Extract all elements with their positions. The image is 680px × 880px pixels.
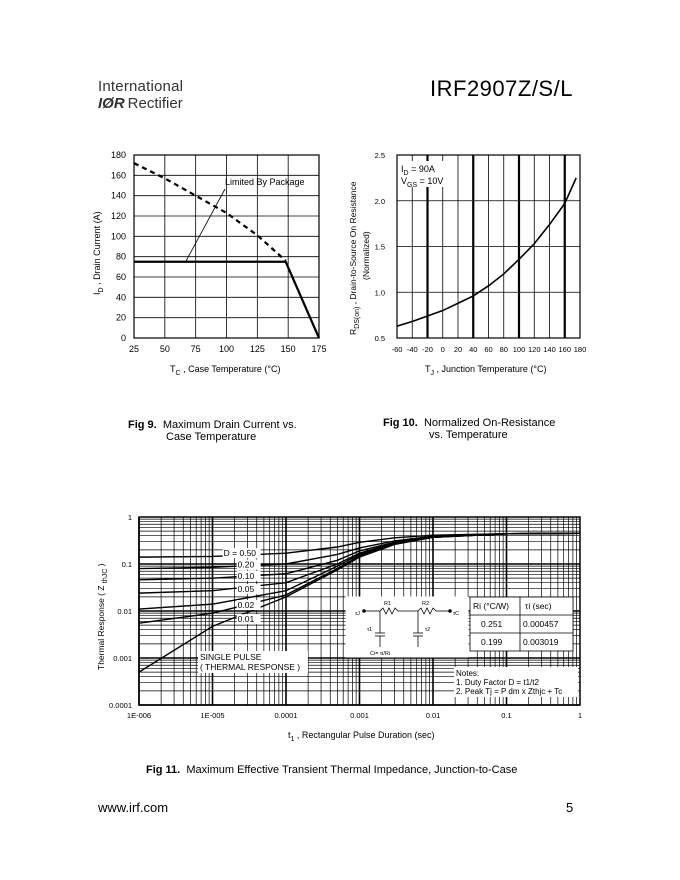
fig11-curve-label: 0.02 [237,600,255,611]
fig11-x-tick-label: 1 [577,711,583,720]
rc-table-header-tau: τi (sec) [525,601,552,611]
logo-rectifier-text: Rectifier [127,95,183,112]
fig9-y-tick-label: 60 [115,272,126,282]
fig11-notes [454,667,578,697]
fig11-y-tick-label: 0.0001 [109,701,132,710]
fig9-y-tick-label: 100 [110,231,126,242]
fig10-y-axis-label-line2: (Normalized) [361,231,371,280]
company-logo-line2 [98,95,183,112]
ior-logo-mark: IØR [98,95,125,112]
fig11-x-tick-label: 1E-006 [126,711,152,720]
fig9-y-axis-label: $I_D$ , Drain Current (A) [92,211,105,295]
fig9-x-tick-label: 25 [128,344,140,354]
fig11-x-tick-label: 1E-005 [200,711,225,720]
notes-title: Notes: [456,669,480,678]
fig10-x-tick-label: -60 [391,345,403,354]
circuit-t2-label: τ2 [425,627,431,633]
fig11-curve-label: 0.01 [237,614,255,625]
notes-line2: 2. Peak Tj = P dm x Zthjc + Tc [456,687,563,696]
fig9-x-tick-label: 100 [218,344,235,354]
fig10-x-tick-label: 160 [558,345,572,354]
fig11-x-tick-label: 0.01 [425,711,441,720]
fig10-y-tick-label: 1.0 [374,288,385,298]
fig10-y-axis-label: $R_{DS(on)}$ , Drain-to-Source On Resistance [348,181,361,335]
fig11-curve-label: D = 0.50 [223,548,257,559]
fig9-y-tick-label: 140 [110,190,126,201]
fig11-caption: Fig 11. Maximum Effective Transient Thermal Impedance, Junction-to-Case [146,764,518,776]
circuit-ci-label: Ci= τi/Ri [370,651,391,657]
fig10-x-tick-label: 20 [453,345,463,354]
fig10-x-axis-label: $T_J$ , Junction Temperature (°C) [425,364,547,377]
fig10-x-tick-label: 0 [440,345,445,354]
company-logo-line1: International [98,78,184,95]
circuit-tc-label: τC [453,611,460,617]
fig11-y-tick-label: 0.1 [121,560,132,569]
fig11-x-tick-label: 0.001 [350,711,369,720]
fig9-y-tick-label: 0 [120,333,126,343]
fig11-single-pulse-label2: ( THERMAL RESPONSE ) [200,662,301,672]
rc-table-header-ri: Ri (°C/W) [473,601,509,611]
fig10-x-tick-label: -20 [422,345,433,354]
fig11-y-tick-label: 1 [127,513,132,522]
fig10-x-tick-label: -40 [406,345,418,354]
fig10-x-tick-label: 140 [543,345,556,354]
fig9-caption: Fig 9. Maximum Drain Current vs. Case Temperature [128,419,297,443]
fig10-chart [345,145,605,385]
fig11-rc-table [470,597,573,651]
fig11-y-tick-label: 0.01 [117,607,132,616]
fig9-x-tick-label: 175 [311,344,327,354]
fig9-x-tick-label: 125 [249,344,265,354]
page-number: 5 [566,800,574,815]
fig10-x-tick-label: 80 [499,345,508,354]
fig9-annotation-pointer [186,189,225,261]
notes-line1: 1. Duty Factor D = t1/t2 [456,678,539,687]
fig10-y-tick-label: 2.5 [374,151,385,160]
fig9-y-tick-label: 40 [115,292,126,303]
fig11-y-tick-label: 0.001 [113,654,132,663]
rc-table-cell: 0.000457 [523,619,559,629]
fig10-x-tick-label: 100 [512,345,526,354]
fig9-y-tick-label: 180 [110,150,126,160]
circuit-tj-label: τJ [355,611,360,617]
fig11-x-axis-label: $t_1$ , Rectangular Pulse Duration (sec) [288,730,435,743]
fig11-curve-label: 0.05 [237,584,255,595]
rc-table-cell: 0.003019 [523,637,559,647]
fig11-single-pulse-label: SINGLE PULSE [200,652,262,662]
fig10-y-tick-label: 0.5 [374,334,385,343]
rc-table-cell: 0.199 [481,637,503,647]
fig11-rc-circuit [346,597,468,657]
fig9-x-tick-label: 50 [159,344,170,354]
fig11-curve-labels [223,548,261,624]
fig10-legend-vgs: $V_{GS} = 10V$ [401,176,444,189]
fig10-y-tick-label: 2.0 [374,196,385,206]
fig9-chart [80,145,340,385]
fig11-chart [80,505,600,750]
circuit-r2-label: R2 [422,601,430,607]
fig11-x-tick-label: 0.0001 [274,711,298,720]
fig11-curve-label: 0.10 [237,570,255,581]
fig9-x-axis-label: $T_C$ , Case Temperature (°C) [170,364,281,377]
fig9-y-tick-label: 160 [110,170,126,181]
part-number: IRF2907Z/S/L [430,76,573,101]
fig9-y-tick-label: 20 [115,312,126,323]
fig10-x-tick-label: 120 [527,345,541,354]
circuit-r1-label: R1 [384,601,392,607]
footer-url[interactable]: www.irf.com [98,800,169,815]
fig10-x-tick-label: 40 [469,345,478,354]
fig9-y-tick-label: 80 [115,251,126,262]
fig11-x-tick-label: 0.1 [501,711,512,720]
fig10-y-tick-label: 1.5 [374,242,385,252]
fig11-y-axis-label: Thermal Response ( Z $_{thJC}$ ) [96,563,109,670]
fig10-caption: Fig 10. Normalized On-Resistance vs. Temperature [383,417,556,441]
rc-table-cell: 0.251 [481,619,503,629]
fig9-x-tick-label: 150 [280,344,296,354]
fig10-legend-id: $I_D = 90A$ [401,164,435,177]
fig9-y-tick-label: 120 [110,211,126,221]
fig11-curve-label: 0.20 [237,559,255,570]
fig9-annotation: Limited By Package [225,177,305,187]
circuit-t1-label: τ1 [367,627,373,633]
fig9-x-tick-label: 75 [190,344,201,354]
fig10-x-tick-label: 60 [484,345,493,354]
fig10-x-tick-label: 180 [573,345,587,354]
